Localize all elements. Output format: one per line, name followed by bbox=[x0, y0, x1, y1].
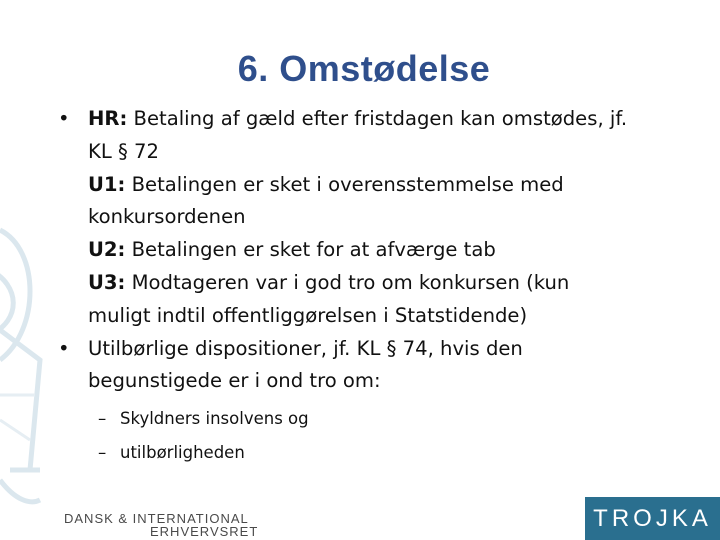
sub-bullet-marker: – bbox=[98, 443, 107, 463]
line-text: Betalingen er sket i overensstemmelse med bbox=[125, 172, 564, 196]
sub-bullet-item bbox=[58, 436, 698, 470]
rule-label: HR: bbox=[88, 107, 128, 130]
sub-bullet-marker: – bbox=[98, 409, 107, 429]
sub-bullet-item bbox=[58, 402, 698, 436]
brand-line-1: DANSK & INTERNATIONAL bbox=[64, 511, 249, 526]
bullet-line bbox=[88, 169, 698, 202]
line-text: Betaling af gæld efter fristdagen kan omstødes, jf. bbox=[127, 107, 628, 130]
slide-body bbox=[58, 103, 698, 470]
sub-bullet-text: utilbørligheden bbox=[120, 443, 245, 463]
line-text: Betalingen er sket for at afværge tab bbox=[125, 238, 496, 262]
rule-label: U1: bbox=[88, 172, 126, 196]
bullet-line bbox=[88, 234, 698, 267]
brand-line-2: ERHVERVSRET bbox=[150, 524, 259, 539]
line-text: begunstigede er i ond tro om: bbox=[88, 369, 381, 393]
bullet-line bbox=[88, 136, 698, 169]
slide-title: 6. Omstødelse bbox=[237, 48, 491, 89]
line-text: Utilbørlige dispositioner, jf. KL § 74, hvis den bbox=[88, 336, 523, 360]
bullet-line bbox=[88, 267, 698, 300]
line-text: konkursordenen bbox=[88, 205, 246, 229]
bullet-line bbox=[88, 103, 698, 136]
bullet-line bbox=[88, 333, 698, 366]
line-text: muligt indtil offentliggørelsen i Statstidende) bbox=[88, 303, 528, 327]
bullet-line bbox=[88, 300, 698, 333]
sub-bullet-text: Skyldners insolvens og bbox=[120, 409, 309, 429]
bullet-marker: • bbox=[58, 336, 70, 360]
line-text: KL § 72 bbox=[88, 139, 159, 163]
line-text: Modtageren var i god tro om konkursen (kun bbox=[125, 270, 570, 294]
bullet-line bbox=[88, 201, 698, 234]
footer-brand bbox=[64, 511, 259, 539]
bullet-marker: • bbox=[58, 107, 70, 130]
bullet-item bbox=[58, 103, 698, 333]
bullet-line bbox=[88, 365, 698, 398]
rule-label: U2: bbox=[88, 238, 126, 262]
bullet-item bbox=[58, 333, 698, 399]
trojka-logo: TROJKA bbox=[585, 497, 720, 540]
rule-label: U3: bbox=[88, 270, 126, 294]
